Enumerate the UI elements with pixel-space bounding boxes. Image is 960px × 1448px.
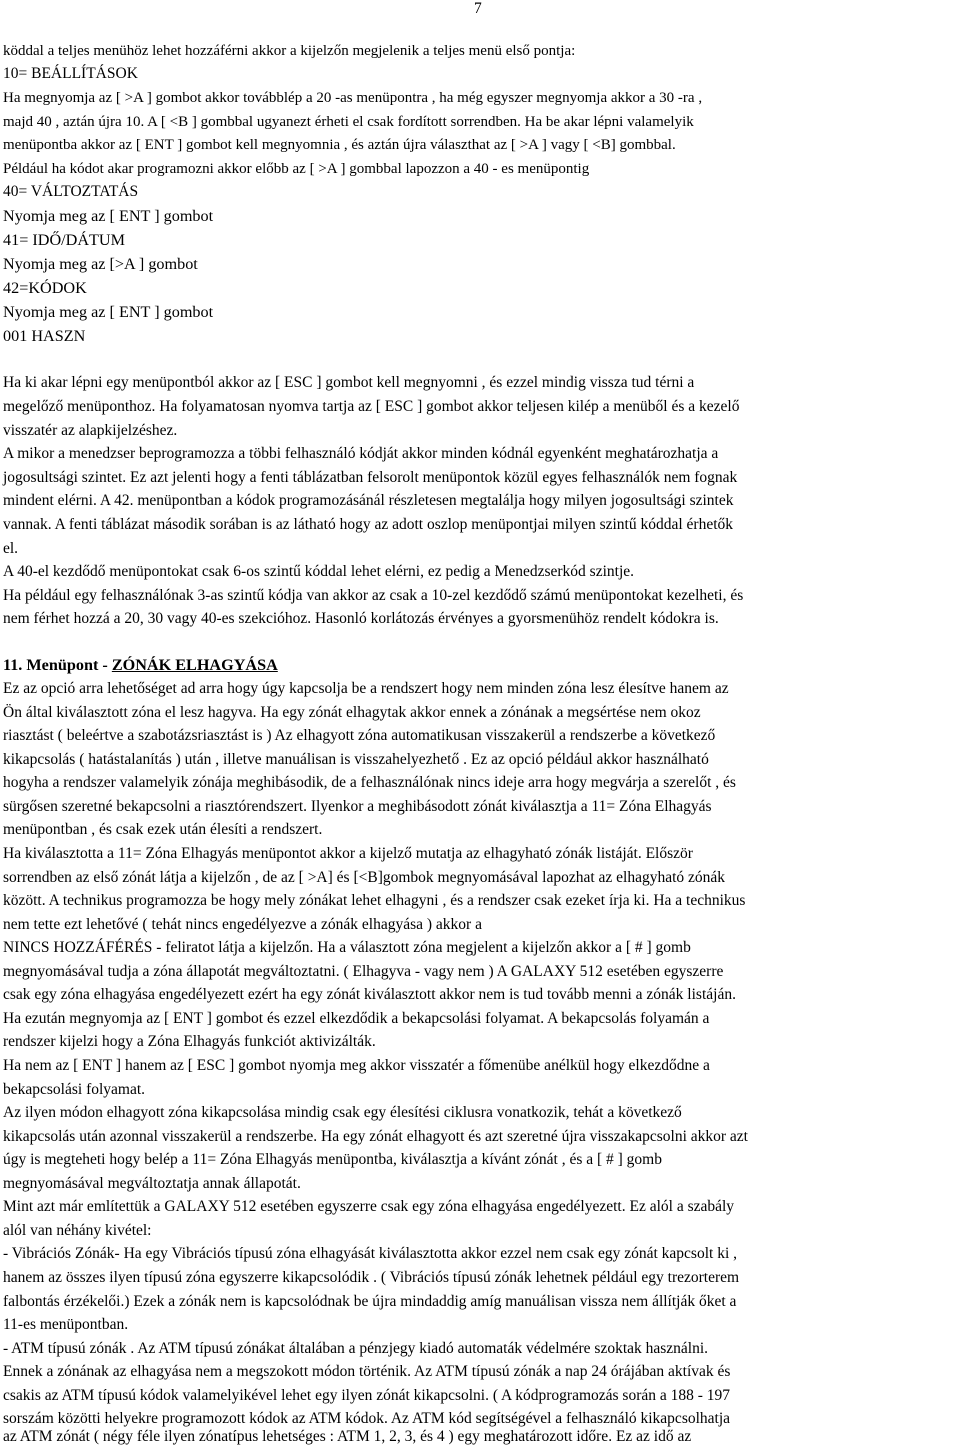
- text-line: rendszer kijelzi hogy a Zóna Elhagyás funkciót aktivizálták.: [3, 1033, 376, 1050]
- text-line: majd 40 , aztán újra 10. A [ <B ] gombbal ugyanezt érheti el csak fordított sorrendben. Ha be akar lépni valamelyik: [3, 114, 694, 130]
- text-line: Ha ezután megnyomja az [ ENT ] gombot és ezzel elkezdődik a bekapcsolási folyamat. A bekapcsolás folyamán a: [3, 1010, 710, 1027]
- text-line: - Vibrációs Zónák- Ha egy Vibrációs típusú zóna elhagyását kiválasztotta akkor ezzel nem csak egy zónát kapcsolt ki ,: [3, 1245, 737, 1262]
- text-line: vannak. A fenti táblázat második sorában is az látható hogy az adott oszlop menüpontjai milyen szintű kóddal érhetők: [3, 516, 734, 533]
- text-line: riasztást ( beleértve a szabotázsriasztást is ) Az elhagyott zóna automatikusan visszakerül a rendszerbe a következő: [3, 727, 716, 744]
- text-line: - ATM típusú zónák . Az ATM típusú zónákat általában a pénzjegy kiadó automaták védelmére szoktak használni.: [3, 1340, 709, 1357]
- text-line: menüpontba akkor az [ ENT ] gombot kell megnyomnia , és aztán újra választhat az [ >A ] vagy [ <B] gombbal.: [3, 137, 676, 153]
- text-line: 41= IDŐ/DÁTUM: [3, 231, 125, 249]
- text-line: Nyomja meg az [ ENT ] gombot: [3, 207, 214, 225]
- text-line: Mint azt már említettük a GALAXY 512 esetében egyszerre csak egy zóna elhagyása engedélyezett. Ez alól a szabály: [3, 1198, 735, 1215]
- text-line: falbontás érzékelői.) Ezek a zónák nem is kapcsolódnak be újra mindaddig amíg manuálisan vissza nem állítják őket a: [3, 1293, 737, 1310]
- text-line: Az ilyen módon elhagyott zóna kikapcsolása mindig csak egy élesítési ciklusra vonatkozik, tehát a következő: [3, 1104, 682, 1121]
- text-line: A mikor a menedzser beprogramozza a többi felhasználó kódját akkor minden kódnál egyenként meghatározhatja a: [3, 445, 719, 462]
- text-line: kikapcsolás ( hatástalanítás ) után , illetve manuálisan is visszahelyezhető . Ez az opció például akkor használható: [3, 751, 709, 768]
- text-line: nem férhet hozzá a 20, 30 vagy 40-es szekcióhoz. Hasonló korlátozás érvényes a gyorsmenühöz rendelt kódokra is.: [3, 610, 719, 627]
- text-line: megelőző menüponthoz. Ha folyamatosan nyomva tartja az [ ESC ] gombot akkor teljesen kilép a menüből és a kezelő: [3, 398, 740, 415]
- text-line: csakis az ATM típusú kódok valamelyikével lehet egy ilyen zónát kikapcsolni. ( A kódprogramozás során a 188 - 197: [3, 1387, 731, 1404]
- text-line: menüpontban , és csak ezek után élesíti a rendszert.: [3, 821, 323, 838]
- text-line: kikapcsolás után azonnal visszakerül a rendszerbe. Ha egy zónát elhagyott és azt szeretné újra visszakapcsolni akkor azt: [3, 1128, 748, 1145]
- text-line: 001 HASZN: [3, 327, 86, 345]
- text-line: az ATM zónát ( négy féle ilyen zónatípus lehetséges : ATM 1, 2, 3, és 4 ) egy meghatározott időre. Ez az idő az: [3, 1428, 692, 1445]
- text-line: 11-es menüpontban.: [3, 1316, 129, 1333]
- text-line: sorrendben az első zónát látja a kijelzőn , de az [ >A] és [<B]gombok megnyomásával lapozhat az elhagyható zónák: [3, 869, 726, 886]
- text-line: sürgősen szeretné bekapcsolni a riasztórendszert. Ilyenkor a meghibásodott zónát kiválasztja a 11= Zóna Elhagyás: [3, 798, 712, 815]
- text-line: Például ha kódot akar programozni akkor előbb az [ >A ] gombbal lapozzon a 40 - es menüpontig: [3, 161, 590, 177]
- text-line: megnyomásával tudja a zóna állapotát megváltoztatni. ( Elhagyva - vagy nem ) A GALAXY 512 esetében egyszerre: [3, 963, 724, 980]
- text-line: úgy is megteheti hogy belép a 11= Zóna Elhagyás menüpontba, kiválasztja a kívánt zónát , és a [ # ] gomb: [3, 1151, 662, 1168]
- page-number: 7: [474, 0, 482, 17]
- text-line: nem tette ezt lehetővé ( tehát nincs engedélyezve a zónák elhagyása ) akkor a: [3, 916, 482, 933]
- text-line: Nyomja meg az [ ENT ] gombot: [3, 303, 214, 321]
- text-line: alól van néhány kivétel:: [3, 1222, 152, 1239]
- text-line: Ha például egy felhasználónak 3-as szintű kódja van akkor az csak a 10-zel kezdődő számú menüpontokat kezelheti, és: [3, 587, 744, 604]
- text-line: között. A technikus programozza be hogy mely zónákat lehet elhagyni , és a rendszer csak ezeket írja ki. Ha a technikus: [3, 892, 746, 909]
- text-line: el.: [3, 540, 19, 557]
- text-line: A 40-el kezdődő menüpontokat csak 6-os szintű kóddal lehet elérni, ez pedig a Menedzserkód szintje.: [3, 563, 635, 580]
- text-line: jogosultsági szintet. Ez azt jelenti hogy a fenti táblázatban felsorolt menüpontok közül egyes felhasználók nem fognak: [3, 469, 738, 486]
- text-line: 40= VÁLTOZTATÁS: [3, 183, 139, 200]
- text-line: 42=KÓDOK: [3, 279, 87, 297]
- text-line: Ön által kiválasztott zóna el lesz hagyva. Ha egy zónát elhagytak akkor ennek a zónának a megsértése nem okoz: [3, 704, 701, 721]
- text-line: Ez az opció arra lehetőséget ad arra hogy úgy kapcsolja be a rendszert hogy nem minden zóna lesz élesítve hanem az: [3, 680, 729, 697]
- text-line: köddal a teljes menühöz lehet hozzáférni akkor a kijelzőn megjelenik a teljes menü első pontja:: [3, 43, 576, 59]
- text-line: Ha ki akar lépni egy menüpontból akkor az [ ESC ] gombot kell megnyomni , és ezzel mindig vissza tud térni a: [3, 374, 695, 391]
- text-line: Nyomja meg az [>A ] gombot: [3, 255, 198, 273]
- text-line: Ennek a zónának az elhagyása nem a megszokott módon történik. Az ATM típusú zónák a nap 24 órájában aktívak és: [3, 1363, 731, 1380]
- text-line: Ha megnyomja az [ >A ] gombot akkor továbblép a 20 -as menüpontra , ha még egyszer megnyomja akkor a 30 -ra ,: [3, 90, 703, 106]
- text-line: megnyomásával megváltoztatja annak állapotát.: [3, 1175, 301, 1192]
- section-heading-prefix: 11. Menüpont -: [3, 656, 112, 674]
- section-heading: [3, 654, 278, 676]
- text-line: visszatér az alapkijelzéshez.: [3, 422, 178, 439]
- text-line: csak egy zóna elhagyása engedélyezett ezért ha egy zónát kiválasztott akkor nem is tud tovább menni a zónák listáján.: [3, 986, 736, 1003]
- text-line: Ha nem az [ ENT ] hanem az [ ESC ] gombot nyomja meg akkor visszatér a főmenübe anélkül hogy elkezdődne a: [3, 1057, 710, 1074]
- text-line: Ha kiválasztotta a 11= Zóna Elhagyás menüpontot akkor a kijelző mutatja az elhagyható zónák listáját. Először: [3, 845, 693, 862]
- text-line: sorszám közötti helyekre programozott kódok az ATM kódok. Az ATM kód segítségével a felhasználó kikapcsolhatja: [3, 1410, 731, 1427]
- text-line: hogyha a rendszer valamelyik zónája meghibásodik, de a felhasználónak nincs ideje arra hogy megvárja a szerelőt , és: [3, 774, 736, 791]
- text-line: bekapcsolási folyamat.: [3, 1081, 146, 1098]
- section-heading-title: ZÓNÁK ELHAGYÁSA: [111, 656, 278, 674]
- text-line: 10= BEÁLLÍTÁSOK: [3, 65, 138, 82]
- text-line: mindent elérni. A 42. menüpontban a kódok programozásánál részletesen megtalálja hogy milyen jogosultsági szintek: [3, 492, 734, 509]
- text-line: NINCS HOZZÁFÉRÉS - feliratot látja a kijelzőn. Ha a választott zóna megjelent a kijelzőn akkor a [ # ] gomb: [3, 939, 691, 956]
- text-line: hanem az összes ilyen típusú zóna egyszerre kikapcsolódik . ( Vibrációs típusú zónák lehetnek például egy trezorterem: [3, 1269, 740, 1286]
